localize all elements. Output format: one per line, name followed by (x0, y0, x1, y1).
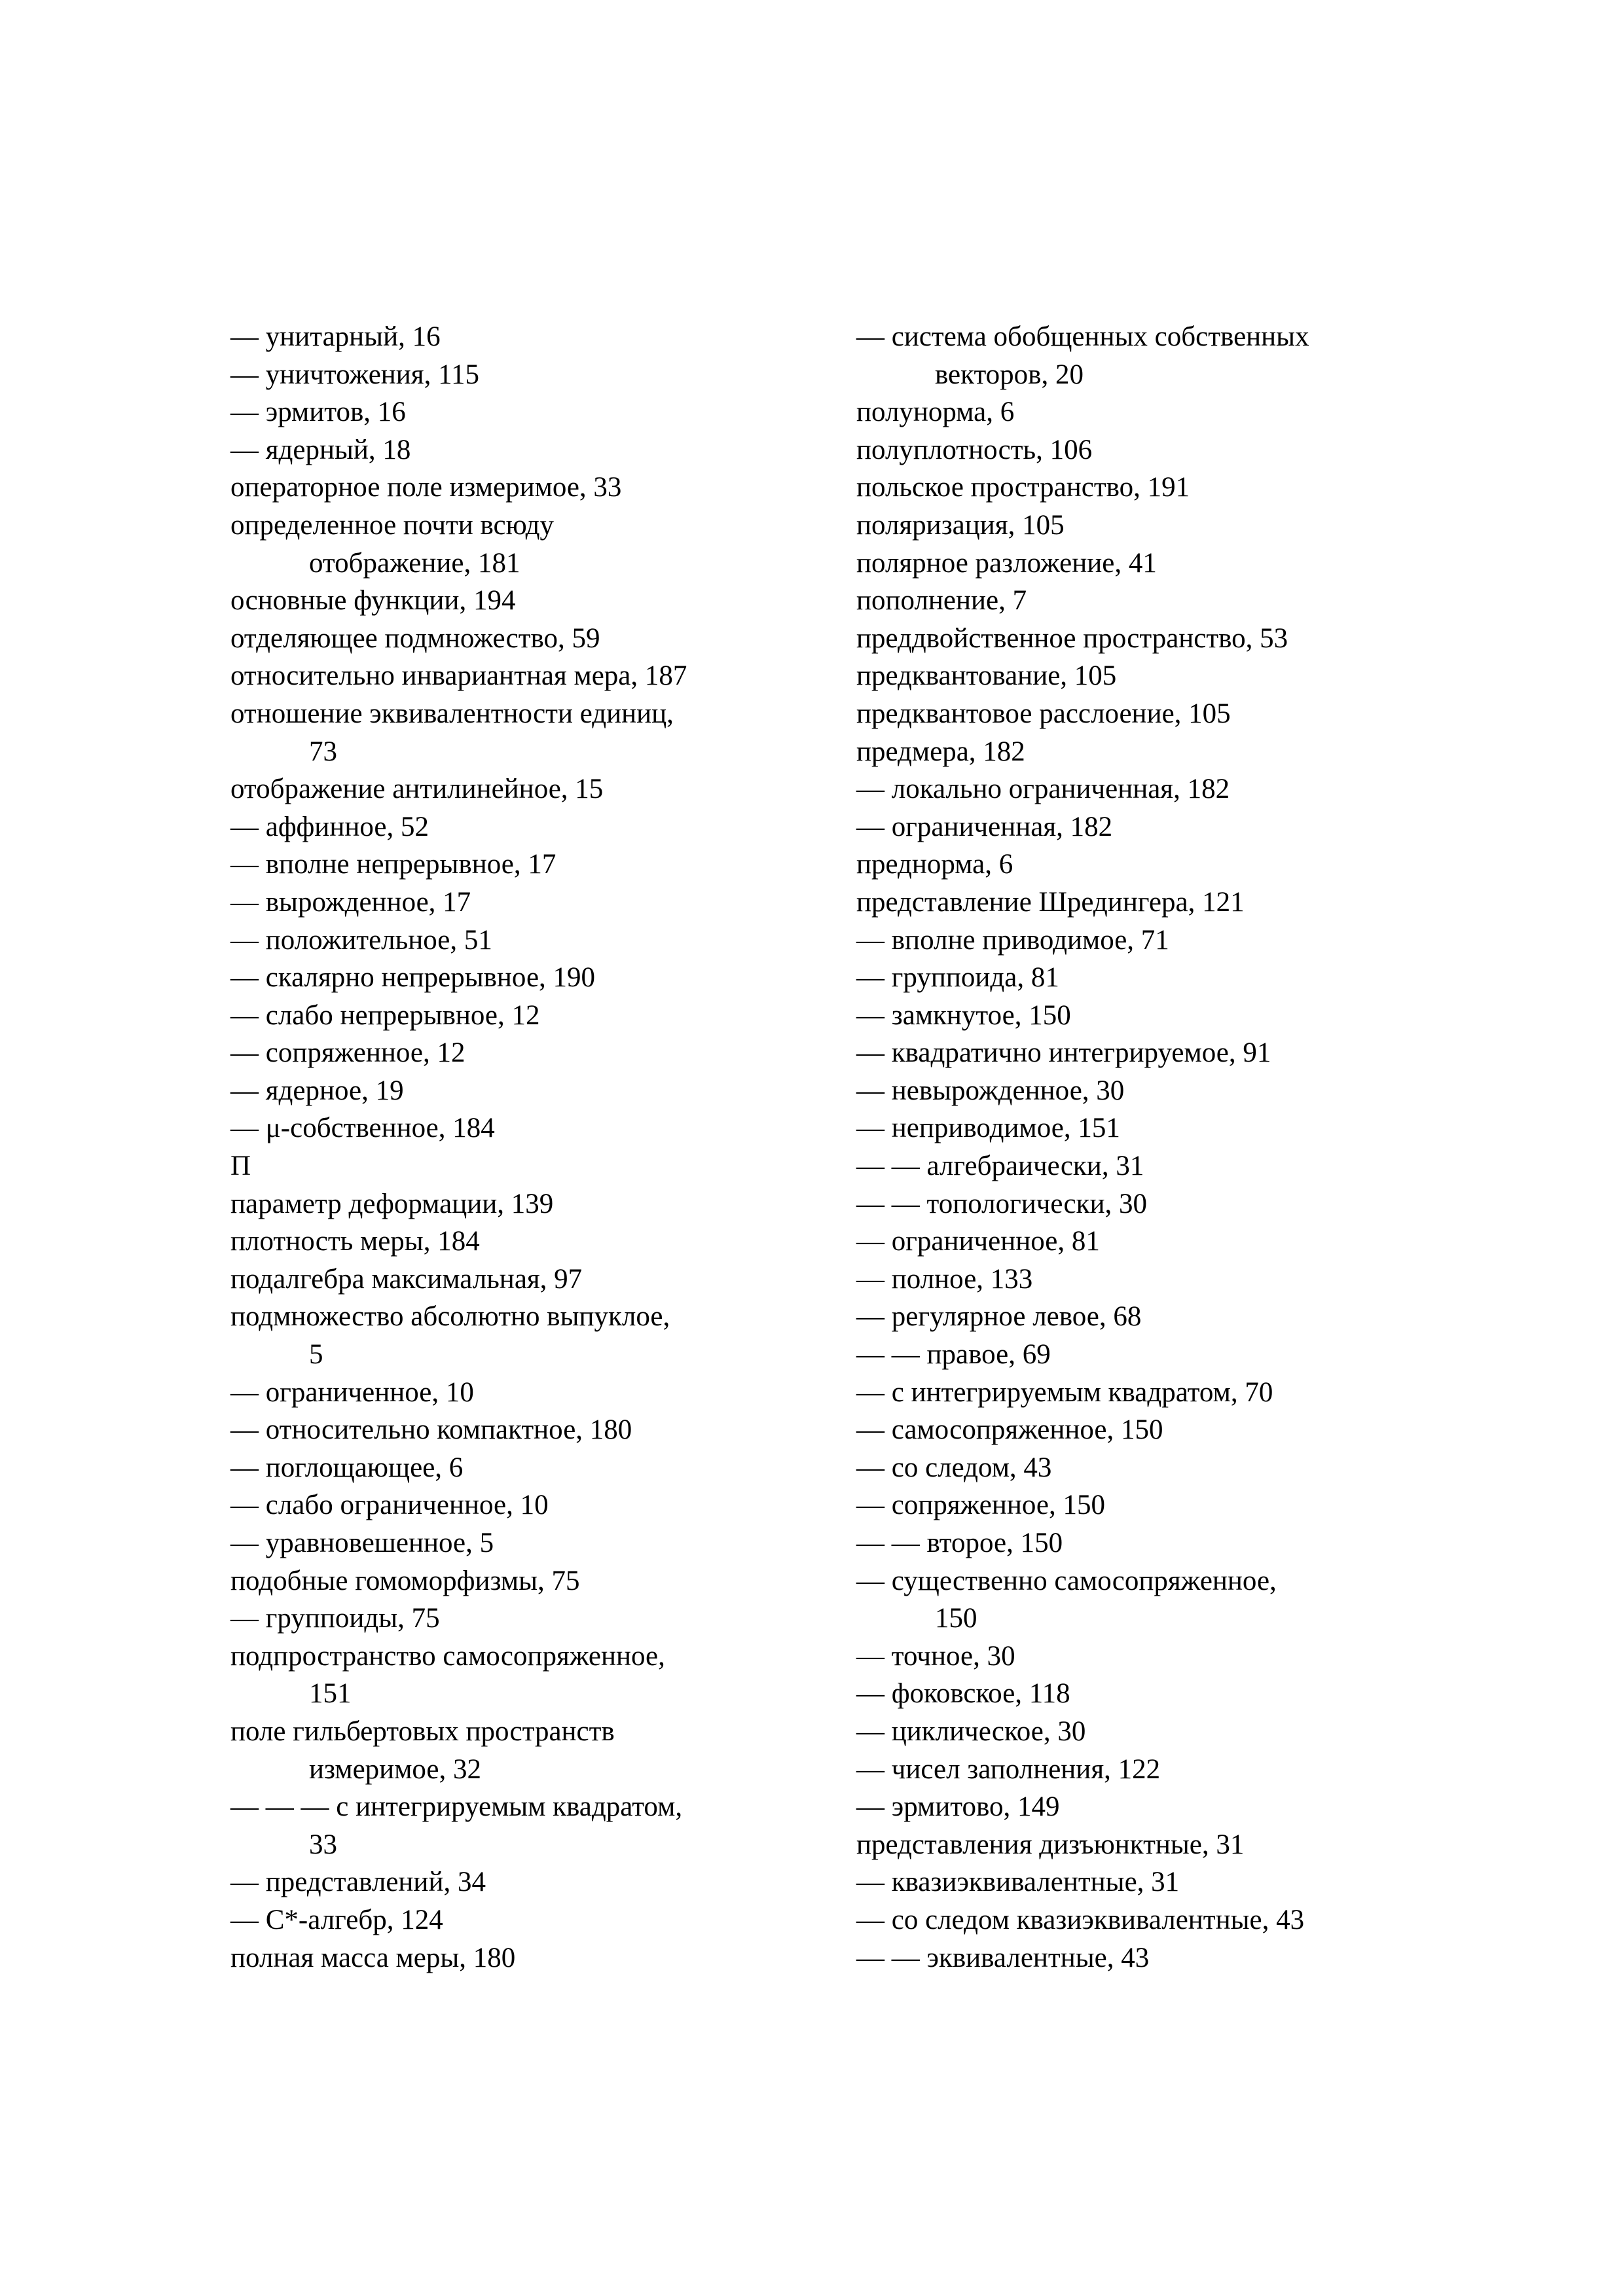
index-entry: операторное поле измеримое, 33 (230, 472, 622, 503)
index-entry: предквантование, 105 (856, 660, 1117, 692)
index-entry: подпространство самосопряженное, (230, 1640, 665, 1672)
index-entry: — со следом, 43 (856, 1452, 1052, 1483)
index-entry: — чисел заполнения, 122 (856, 1753, 1161, 1785)
index-entry: — μ-собственное, 184 (230, 1113, 495, 1144)
index-entry: — — — с интегрируемым квадратом, (230, 1791, 683, 1823)
index-entry: — уничтожения, 115 (230, 359, 479, 390)
index-entry: — с интегрируемым квадратом, 70 (856, 1376, 1273, 1408)
index-entry: — слабо непрерывное, 12 (230, 999, 540, 1031)
index-entry: — группоиды, 75 (230, 1603, 440, 1634)
index-entry: — ядерное, 19 (230, 1075, 404, 1106)
index-entry: отношение эквивалентности единиц, (230, 698, 674, 729)
index-entry: — уравновешенное, 5 (230, 1528, 494, 1558)
index-entry: преддвойственное пространство, 53 (856, 622, 1288, 654)
index-entry: — сопряженное, 150 (856, 1490, 1105, 1521)
index-entry: — эрмитово, 149 (856, 1791, 1060, 1823)
index-entry: — группоида, 81 (856, 962, 1059, 994)
index-entry: — со следом квазиэквивалентные, 43 (856, 1904, 1305, 1935)
index-entry: преднорма, 6 (856, 849, 1013, 880)
index-entry: отделяющее подмножество, 59 (230, 622, 600, 654)
index-entry: пополнение, 7 (856, 585, 1027, 617)
index-entry: — циклическое, 30 (856, 1715, 1086, 1747)
index-entry: предквантовое расслоение, 105 (856, 698, 1231, 729)
index-entry: подалгебра максимальная, 97 (230, 1263, 583, 1295)
index-entry: — замкнутое, 150 (856, 999, 1071, 1031)
index-entry: — — второе, 150 (856, 1528, 1063, 1558)
index-entry: полярное разложение, 41 (856, 547, 1157, 579)
index-entry: отображение антилинейное, 15 (230, 774, 604, 805)
index-entry: П (230, 1151, 251, 1182)
index-entry: поле гильбертовых пространств (230, 1715, 615, 1747)
index-column-left (230, 318, 820, 1977)
index-entry-continuation: 150 (935, 1603, 977, 1634)
index-entry: — положительное, 51 (230, 924, 492, 956)
index-entry: — существенно самосопряженное, (856, 1565, 1277, 1596)
index-entry: полуплотность, 106 (856, 434, 1093, 465)
index-entry: представления дизъюнктные, 31 (856, 1829, 1245, 1860)
index-entry: — ограниченное, 81 (856, 1226, 1100, 1257)
index-entry: — поглощающее, 6 (230, 1452, 464, 1483)
index-entry: — слабо ограниченное, 10 (230, 1490, 549, 1521)
index-entry: — полное, 133 (856, 1263, 1033, 1295)
index-entry: — квазиэквивалентные, 31 (856, 1867, 1180, 1898)
index-entry: определенное почти всюду (230, 509, 554, 541)
index-entry: — — алгебраически, 31 (856, 1151, 1144, 1182)
index-entry: — невырожденное, 30 (856, 1075, 1125, 1106)
index-entry: параметр деформации, 139 (230, 1188, 554, 1219)
index-entry: — относительно компактное, 180 (230, 1414, 632, 1446)
index-entry: — — правое, 69 (856, 1339, 1051, 1371)
index-entry-continuation: отображение, 181 (309, 547, 520, 579)
index-entry: относительно инвариантная мера, 187 (230, 660, 687, 692)
index-entry: — точное, 30 (856, 1640, 1015, 1672)
index-entry: — вполне непрерывное, 17 (230, 849, 556, 880)
index-entry: — регулярное левое, 68 (856, 1301, 1142, 1333)
index-entry: — сопряженное, 12 (230, 1037, 465, 1069)
index-entry-continuation: 151 (309, 1678, 352, 1710)
index-entry: — представлений, 34 (230, 1867, 486, 1898)
index-entry: — самосопряженное, 150 (856, 1414, 1163, 1446)
index-entry: подмножество абсолютно выпуклое, (230, 1301, 670, 1333)
index-entry: представление Шредингера, 121 (856, 886, 1245, 918)
index-entry: — скалярно непрерывное, 190 (230, 962, 596, 994)
index-entry: — неприводимое, 151 (856, 1113, 1120, 1144)
index-entry-continuation: векторов, 20 (935, 359, 1084, 390)
index-entry: предмера, 182 (856, 736, 1025, 767)
index-entry-continuation: 5 (309, 1339, 323, 1371)
index-entry: — аффинное, 52 (230, 811, 429, 842)
index-entry: основные функции, 194 (230, 585, 516, 617)
index-entry: полная масса меры, 180 (230, 1942, 516, 1973)
index-entry: подобные гомоморфизмы, 75 (230, 1565, 580, 1596)
index-entry-continuation: измеримое, 32 (309, 1753, 482, 1785)
index-entry: — ограниченная, 182 (856, 811, 1113, 842)
index-column-right (856, 318, 1446, 1977)
index-entry: — эрмитов, 16 (230, 397, 406, 428)
index-entry: — унитарный, 16 (230, 321, 441, 352)
index-entry: — ограниченное, 10 (230, 1376, 474, 1408)
index-entry: — C*-алгебр, 124 (230, 1904, 443, 1935)
index-entry: поляризация, 105 (856, 509, 1065, 541)
index-entry: — — эквивалентные, 43 (856, 1942, 1150, 1973)
index-entry-continuation: 73 (309, 736, 337, 767)
index-entry: — локально ограниченная, 182 (856, 774, 1230, 805)
index-entry: польское пространство, 191 (856, 472, 1190, 503)
index-entry: — вырожденное, 17 (230, 886, 471, 918)
index-entry: — ядерный, 18 (230, 434, 411, 465)
index-entry: полунорма, 6 (856, 397, 1015, 428)
index-entry-continuation: 33 (309, 1829, 337, 1860)
index-entry: — система обобщенных собственных (856, 321, 1309, 352)
index-entry: — фоковское, 118 (856, 1678, 1070, 1710)
index-entry: — — топологически, 30 (856, 1188, 1148, 1219)
index-entry: — вполне приводимое, 71 (856, 924, 1169, 956)
index-entry: — квадратично интегрируемое, 91 (856, 1037, 1271, 1069)
index-entry: плотность меры, 184 (230, 1226, 480, 1257)
